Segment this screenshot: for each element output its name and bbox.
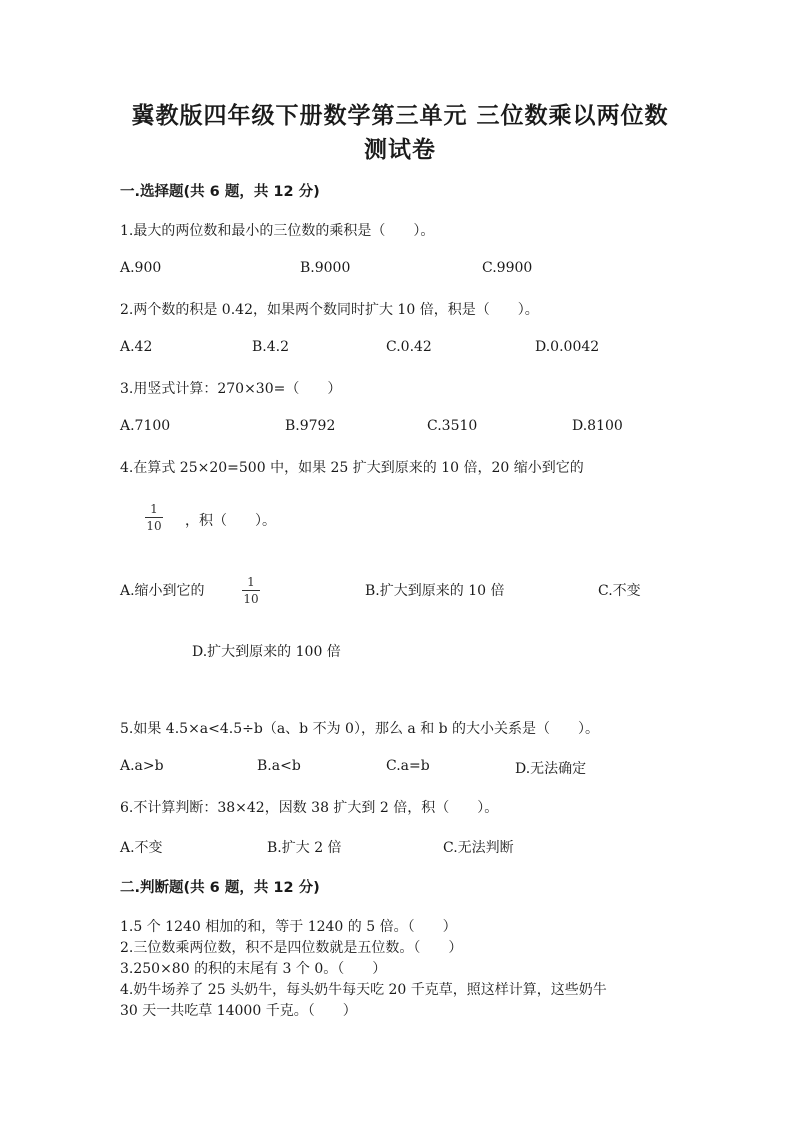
q4-option-a-fraction-bar (242, 590, 260, 591)
q4-option-b: B.扩大到原来的 10 倍 (365, 583, 505, 599)
q4-option-a-fraction-denominator: 10 (243, 592, 259, 606)
q2-option-b: B.4.2 (252, 339, 290, 355)
q4-fraction (145, 502, 163, 533)
judgement-item-2: 2.三位数乘两位数，积不是四位数就是五位数。（ ） (120, 940, 463, 956)
q6-option-c: C.无法判断 (443, 840, 514, 856)
q4-fraction-denominator: 10 (146, 519, 162, 533)
q4-option-a-fraction-numerator: 1 (247, 575, 255, 589)
q4-fraction-bar (145, 517, 163, 518)
q5-option-b: B.a<b (257, 758, 301, 774)
page-title-line1: 冀教版四年级下册数学第三单元 三位数乘以两位数 (131, 102, 669, 129)
q5-option-c: C.a=b (386, 758, 430, 774)
q3-option-b: B.9792 (285, 418, 336, 434)
q1-option-a: A.900 (120, 260, 162, 276)
q4-fraction-numerator: 1 (150, 502, 158, 516)
q5-option-a: A.a>b (120, 758, 164, 774)
q2-option-c: C.0.42 (386, 339, 432, 355)
section-heading-judgement: 二.判断题(共 6 题，共 12 分) (120, 880, 320, 896)
q4-option-d: D.扩大到原来的 100 倍 (192, 644, 341, 660)
judgement-item-4-line1: 4.奶牛场养了 25 头奶牛，每头奶牛每天吃 20 千克草，照这样计算，这些奶牛 (120, 982, 607, 998)
q3-option-d: D.8100 (572, 418, 623, 434)
question-3: 3.用竖式计算：270×30=（ ） (120, 381, 342, 397)
judgement-item-4-line2: 30 天一共吃草 14000 千克。（ ） (120, 1003, 357, 1019)
q3-option-c: C.3510 (427, 418, 478, 434)
section-heading-choice: 一.选择题(共 6 题，共 12 分) (120, 184, 320, 200)
question-1: 1.最大的两位数和最小的三位数的乘积是（ ）。 (120, 223, 435, 239)
page-title-line2: 测试卷 (364, 136, 436, 163)
q4-option-c: C.不变 (598, 583, 641, 599)
q4-option-a-fraction (242, 575, 260, 606)
q1-option-c: C.9900 (482, 260, 533, 276)
q2-option-d: D.0.0042 (535, 339, 600, 355)
question-4: 4.在算式 25×20=500 中，如果 25 扩大到原来的 10 倍，20 缩小到它的 (120, 460, 584, 476)
judgement-item-3: 3.250×80 的积的末尾有 3 个 0。（ ） (120, 961, 387, 977)
question-2: 2.两个数的积是 0.42，如果两个数同时扩大 10 倍，积是（ ）。 (120, 302, 539, 318)
question-5: 5.如果 4.5×a<4.5÷b（a、b 不为 0），那么 a 和 b 的大小关系是（ ）。 (120, 721, 600, 737)
question-6: 6.不计算判断：38×42，因数 38 扩大到 2 倍，积（ ）。 (120, 800, 499, 816)
q3-option-a: A.7100 (120, 418, 171, 434)
q5-option-d: D.无法确定 (515, 761, 587, 777)
question-4-continued: ，积（ ）。 (185, 513, 276, 529)
q2-option-a: A.42 (120, 339, 153, 355)
q4-option-a: A.缩小到它的 (120, 583, 205, 599)
q6-option-b: B.扩大 2 倍 (267, 840, 342, 856)
q6-option-a: A.不变 (120, 840, 163, 856)
q1-option-b: B.9000 (300, 260, 351, 276)
judgement-item-1: 1.5 个 1240 相加的和，等于 1240 的 5 倍。（ ） (120, 919, 457, 935)
